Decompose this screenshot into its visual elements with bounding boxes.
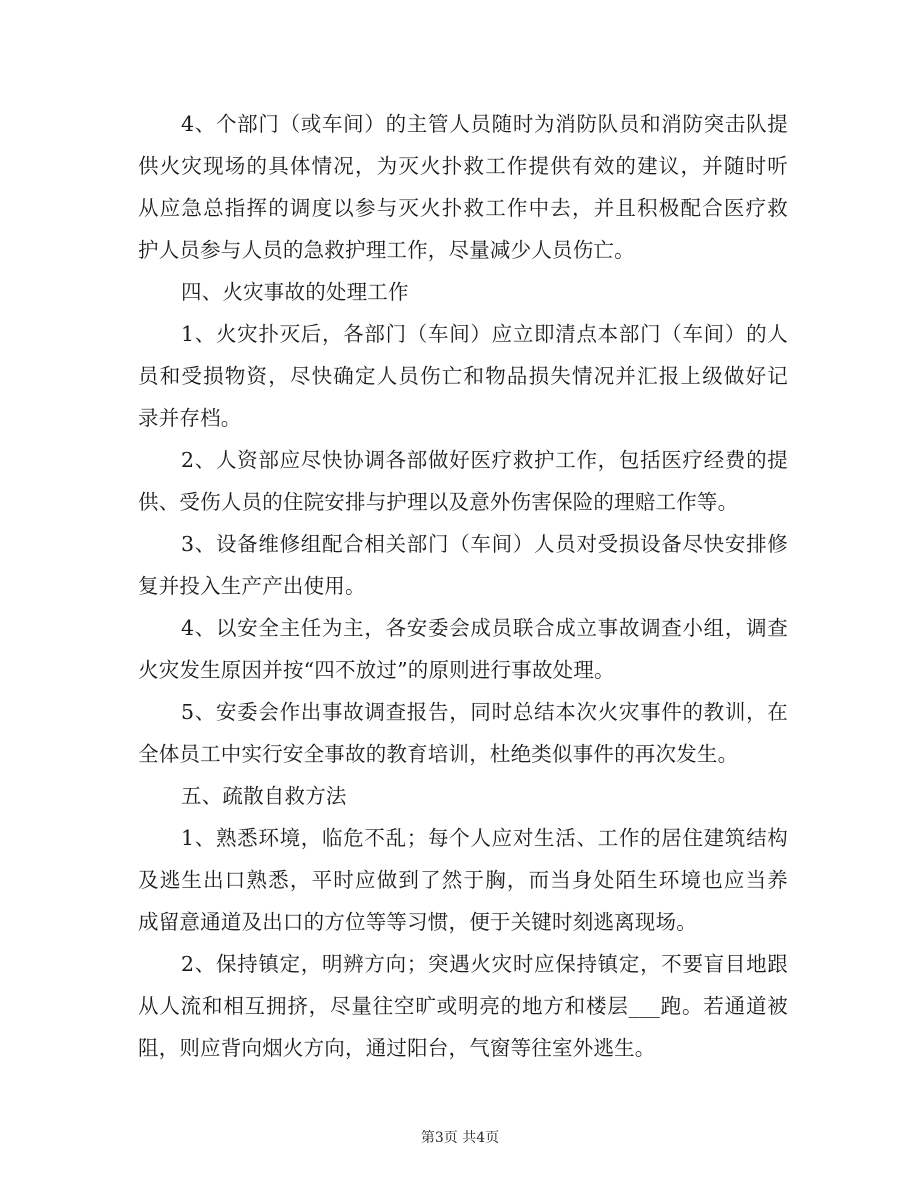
paragraph-line: 员和受损物资，尽快确定人员伤亡和物品损失情况并汇报上级做好记 [138, 364, 788, 388]
paragraph-line: 火灾发生原因并按“四不放过”的原则进行事故处理。 [138, 658, 615, 682]
paragraph-line: 供、受伤人员的住院安排与护理以及意外伤害保险的理赔工作等。 [138, 490, 739, 514]
paragraph-line: 4、以安全主任为主，各安委会成员联合成立事故调查小组，调查 [181, 616, 788, 640]
paragraph-line: 全体员工中实行安全事故的教育培训，杜绝类似事件的再次发生。 [138, 742, 739, 766]
paragraph-line: 1、火灾扑灭后，各部门（车间）应立即清点本部门（车间）的人 [181, 322, 788, 346]
paragraph-line: 4、个部门（或车间）的主管人员随时为消防队员和消防突击队提 [181, 112, 788, 136]
paragraph-line: 阻，则应背向烟火方向，通过阳台，气窗等往室外逃生。 [138, 1036, 656, 1060]
paragraph-line: 复并投入生产产出使用。 [138, 574, 366, 598]
paragraph-line: 录并存档。 [138, 406, 242, 430]
paragraph-line: 2、人资部应尽快协调各部做好医疗救护工作，包括医疗经费的提 [181, 448, 788, 472]
section-heading: 五、疏散自救方法 [181, 784, 347, 808]
section-heading: 四、火灾事故的处理工作 [181, 280, 409, 304]
page-number-footer: 第3页 共4页 [420, 1130, 500, 1146]
paragraph-line: 从应急总指挥的调度以参与灭火扑救工作中去，并且积极配合医疗救 [138, 196, 788, 220]
paragraph-line: 1、熟悉环境，临危不乱；每个人应对生活、工作的居住建筑结构 [181, 826, 788, 850]
paragraph-line: 2、保持镇定，明辨方向；突遇火灾时应保持镇定，不要盲目地跟 [181, 952, 788, 976]
paragraph-line: 护人员参与人员的急救护理工作，尽量减少人员伤亡。 [138, 238, 635, 262]
paragraph-line: 3、设备维修组配合相关部门（车间）人员对受损设备尽快安排修 [181, 532, 788, 556]
paragraph-line: 供火灾现场的具体情况，为灭火扑救工作提供有效的建议，并随时听 [138, 154, 788, 178]
paragraph-line: 5、安委会作出事故调查报告，同时总结本次火灾事件的教训，在 [181, 700, 788, 724]
paragraph-line: 成留意通道及出口的方位等等习惯，便于关键时刻逃离现场。 [138, 910, 697, 934]
paragraph-line: 及逃生出口熟悉，平时应做到了然于胸，而当身处陌生环境也应当养 [138, 868, 788, 892]
paragraph-line: 从人流和相互拥挤，尽量往空旷或明亮的地方和楼层___跑。若通道被 [138, 994, 788, 1018]
